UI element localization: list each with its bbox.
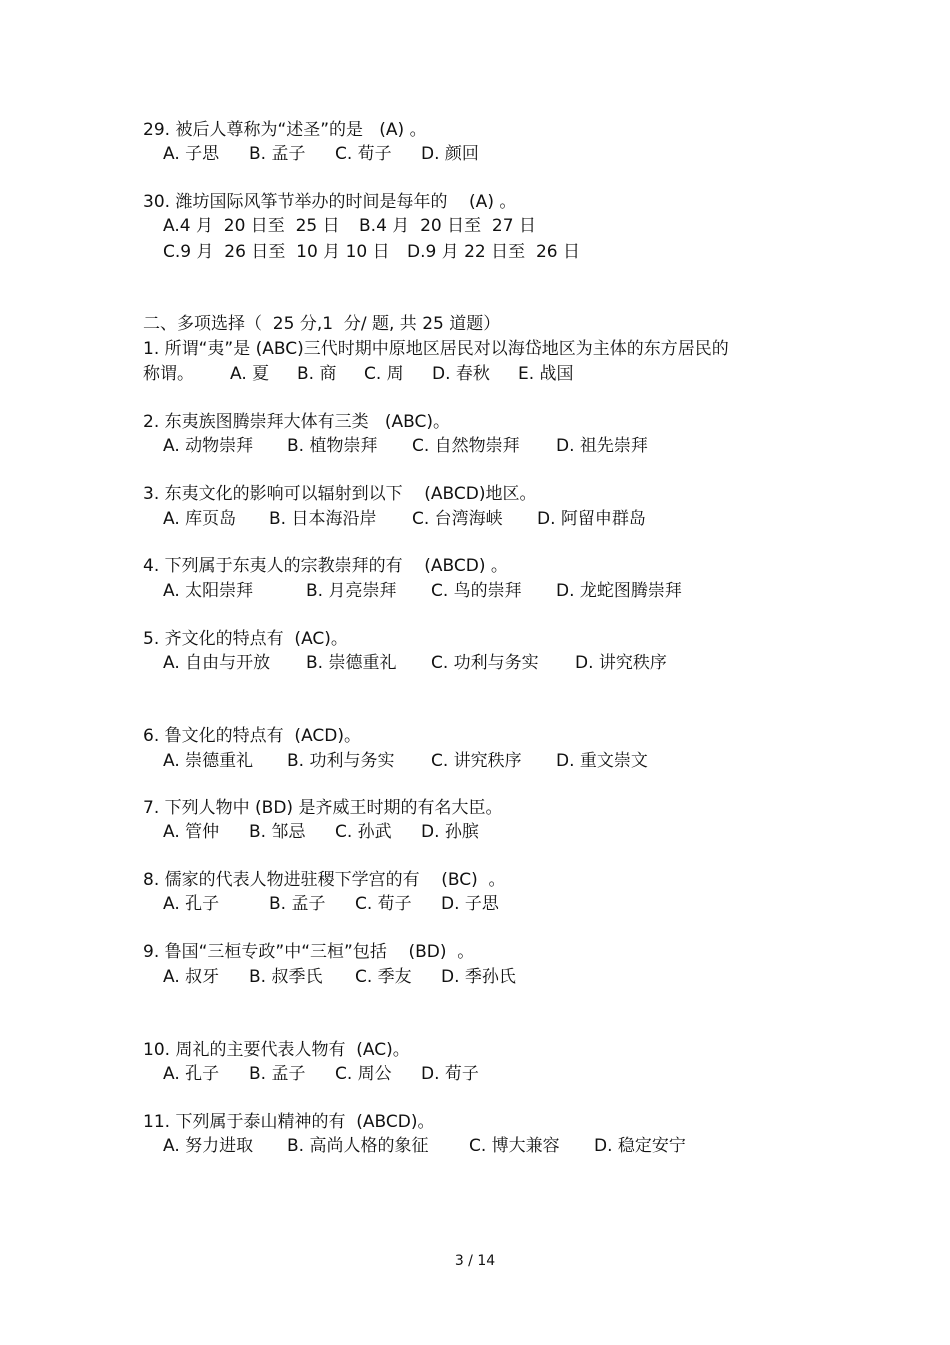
option-a: A. 孔子 <box>163 894 220 914</box>
option-b: B. 邹忌 <box>249 822 306 842</box>
mc-question-10-stem: 10. 周礼的主要代表人物有 (AC)。 <box>143 1040 410 1060</box>
mc-question-5-options <box>163 651 863 675</box>
option-a: A. 崇德重礼 <box>163 751 254 771</box>
option-d: D. 祖先崇拜 <box>556 436 648 456</box>
option-d: D. 颜回 <box>421 144 479 164</box>
option-b: B. 植物崇拜 <box>287 436 378 456</box>
option-c: C. 功利与务实 <box>431 653 539 673</box>
option-d: D.9 月 22 日至 26 日 <box>407 242 580 262</box>
option-c: C. 台湾海峡 <box>412 509 503 529</box>
option-b: B. 月亮崇拜 <box>306 581 397 601</box>
question-29-options <box>163 142 863 166</box>
option-a: A. 努力进取 <box>163 1136 254 1156</box>
mc-question-6-stem: 6. 鲁文化的特点有 (ACD)。 <box>143 726 361 746</box>
option-c: C. 鸟的崇拜 <box>431 581 522 601</box>
question-29-stem: 29. 被后人尊称为“述圣”的是 (A) 。 <box>143 120 427 140</box>
option-d: D. 重文崇文 <box>556 751 648 771</box>
section-heading: 二、多项选择（ 25 分,1 分/ 题, 共 25 道题） <box>143 314 501 334</box>
mc-question-11-options <box>163 1134 863 1158</box>
option-b: B. 商 <box>297 364 337 384</box>
option-b: B.4 月 20 日至 27 日 <box>359 216 536 236</box>
option-a: A. 自由与开放 <box>163 653 271 673</box>
stem-continuation: 称谓。 <box>143 364 194 384</box>
mc-question-3-stem: 3. 东夷文化的影响可以辐射到以下 (ABCD)地区。 <box>143 484 537 504</box>
mc-question-6-options <box>163 749 863 773</box>
option-c: C. 季友 <box>355 967 412 987</box>
option-b: B. 崇德重礼 <box>306 653 397 673</box>
option-d: D. 稳定安宁 <box>594 1136 686 1156</box>
mc-question-1-stem: 1. 所谓“夷”是 (ABC)三代时期中原地区居民对以海岱地区为主体的东方居民的 <box>143 339 729 359</box>
option-b: B. 孟子 <box>249 144 306 164</box>
option-b: B. 功利与务实 <box>287 751 395 771</box>
option-d: D. 季孙氏 <box>441 967 516 987</box>
option-a: A. 夏 <box>230 364 270 384</box>
mc-question-7-stem: 7. 下列人物中 (BD) 是齐威王时期的有名大臣。 <box>143 798 503 818</box>
option-c: C. 孙武 <box>335 822 392 842</box>
question-30-stem: 30. 潍坊国际风筝节举办的时间是每年的 (A) 。 <box>143 192 517 212</box>
mc-question-8-options <box>163 892 863 916</box>
mc-question-3-options <box>163 507 863 531</box>
option-d: D. 孙膑 <box>421 822 479 842</box>
mc-question-4-options <box>163 579 863 603</box>
option-a: A. 库页岛 <box>163 509 237 529</box>
option-e: E. 战国 <box>518 364 574 384</box>
mc-question-10-options <box>163 1062 863 1086</box>
option-d: D. 子思 <box>441 894 499 914</box>
option-b: B. 高尚人格的象征 <box>287 1136 429 1156</box>
option-d: D. 龙蛇图腾崇拜 <box>556 581 682 601</box>
option-d: D. 阿留申群岛 <box>537 509 646 529</box>
mc-question-7-options <box>163 820 863 844</box>
mc-question-1-continuation-row <box>143 362 843 386</box>
option-b: B. 日本海沿岸 <box>269 509 377 529</box>
mc-question-11-stem: 11. 下列属于泰山精神的有 (ABCD)。 <box>143 1112 435 1132</box>
option-c: C. 荀子 <box>355 894 412 914</box>
option-a: A.4 月 20 日至 25 日 <box>163 216 340 236</box>
option-c: C. 周 <box>364 364 404 384</box>
option-c: C. 周公 <box>335 1064 392 1084</box>
option-c: C. 博大兼容 <box>469 1136 560 1156</box>
option-a: A. 子思 <box>163 144 220 164</box>
option-c: C. 荀子 <box>335 144 392 164</box>
option-d: D. 春秋 <box>432 364 490 384</box>
option-d: D. 讲究秩序 <box>575 653 667 673</box>
mc-question-4-stem: 4. 下列属于东夷人的宗教崇拜的有 (ABCD) 。 <box>143 556 508 576</box>
option-a: A. 孔子 <box>163 1064 220 1084</box>
option-a: A. 太阳崇拜 <box>163 581 254 601</box>
mc-question-9-stem: 9. 鲁国“三桓专政”中“三桓”包括 (BD) 。 <box>143 942 475 962</box>
option-b: B. 孟子 <box>269 894 326 914</box>
option-b: B. 孟子 <box>249 1064 306 1084</box>
option-c: C.9 月 26 日至 10 月 10 日 <box>163 242 390 262</box>
question-30-options-row2 <box>163 240 863 264</box>
option-c: C. 讲究秩序 <box>431 751 522 771</box>
mc-question-2-options <box>163 434 863 458</box>
option-b: B. 叔季氏 <box>249 967 323 987</box>
page-number: 3 / 14 <box>454 1253 496 1269</box>
option-a: A. 动物崇拜 <box>163 436 254 456</box>
mc-question-8-stem: 8. 儒家的代表人物进驻稷下学宫的有 (BC) 。 <box>143 870 506 890</box>
mc-question-5-stem: 5. 齐文化的特点有 (AC)。 <box>143 629 348 649</box>
option-c: C. 自然物崇拜 <box>412 436 520 456</box>
option-a: A. 叔牙 <box>163 967 220 987</box>
option-a: A. 管仲 <box>163 822 220 842</box>
option-d: D. 荀子 <box>421 1064 479 1084</box>
question-30-options-row1 <box>163 214 863 238</box>
mc-question-2-stem: 2. 东夷族图腾崇拜大体有三类 (ABC)。 <box>143 412 450 432</box>
mc-question-9-options <box>163 965 863 989</box>
